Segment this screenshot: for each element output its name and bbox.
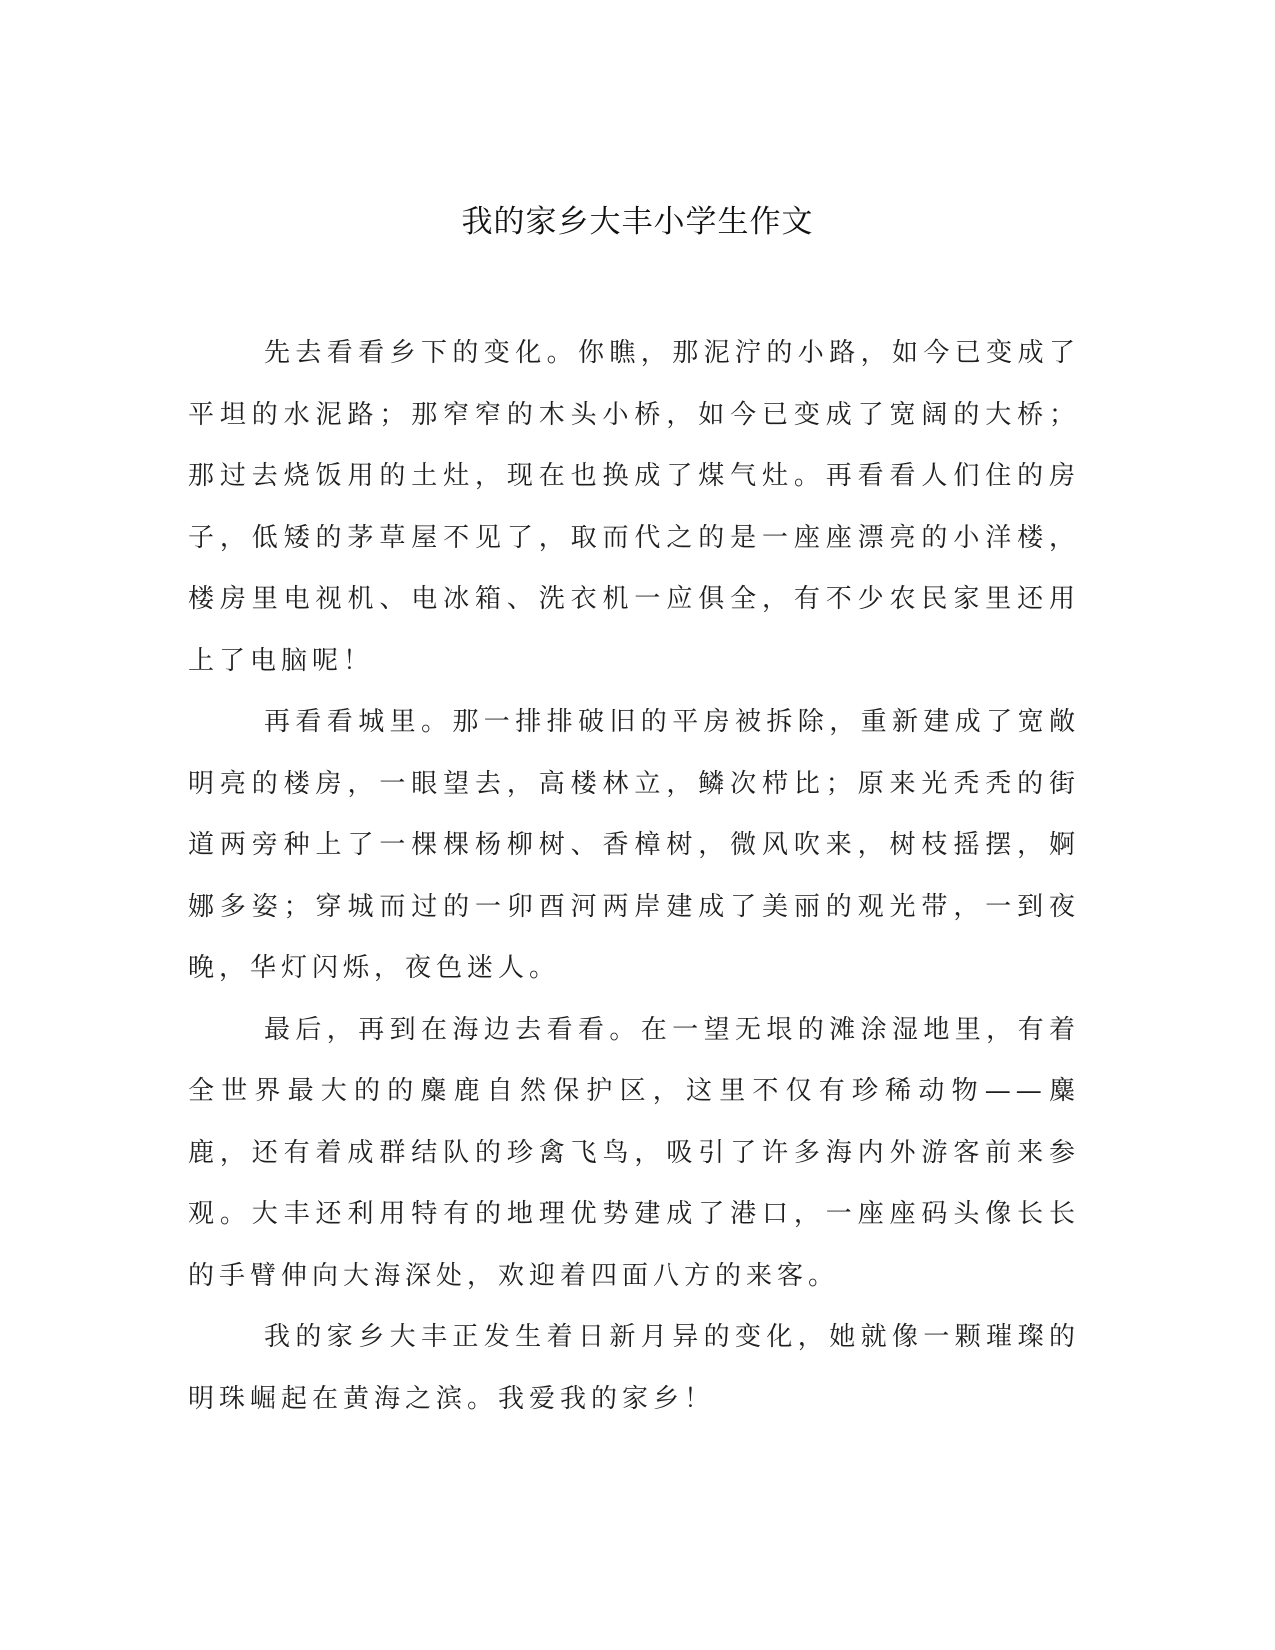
- document-body: [188, 323, 1080, 1430]
- paragraph-city: 再看看城里。那一排排破旧的平房被拆除，重新建成了宽敞明亮的楼房，一眼望去，高楼林立，鳞次栉比；原来光秃秃的街道两旁种上了一棵棵杨柳树、香樟树，微风吹来，树枝摇摆，婀娜多姿；穿城而过的一卯酉河两岸建成了美丽的观光带，一到夜晚，华灯闪烁，夜色迷人。: [188, 707, 1080, 983]
- paragraph-seaside: 最后，再到在海边去看看。在一望无垠的滩涂湿地里，有着全世界最大的的麋鹿自然保护区，这里不仅有珍稀动物——麋鹿，还有着成群结队的珍禽飞鸟，吸引了许多海内外游客前来参观。大丰还利用特有的地理优势建成了港口，一座座码头像长长的手臂伸向大海深处，欢迎着四面八方的来客。: [188, 1014, 1080, 1291]
- paragraph-countryside: 先去看看乡下的变化。你瞧，那泥泞的小路，如今已变成了平坦的水泥路；那窄窄的木头小桥，如今已变成了宽阔的大桥；那过去烧饭用的土灶，现在也换成了煤气灶。再看看人们住的房子，低矮的茅草屋不见了，取而代之的是一座座漂亮的小洋楼，楼房里电视机、电冰箱、洗衣机一应俱全，有不少农民家里还用上了电脑呢！: [188, 338, 1080, 676]
- document-title: 我的家乡大丰小学生作文: [461, 204, 814, 240]
- paragraph-conclusion: 我的家乡大丰正发生着日新月异的变化，她就像一颗璀璨的明珠崛起在黄海之滨。我爱我的家乡！: [188, 1322, 1080, 1414]
